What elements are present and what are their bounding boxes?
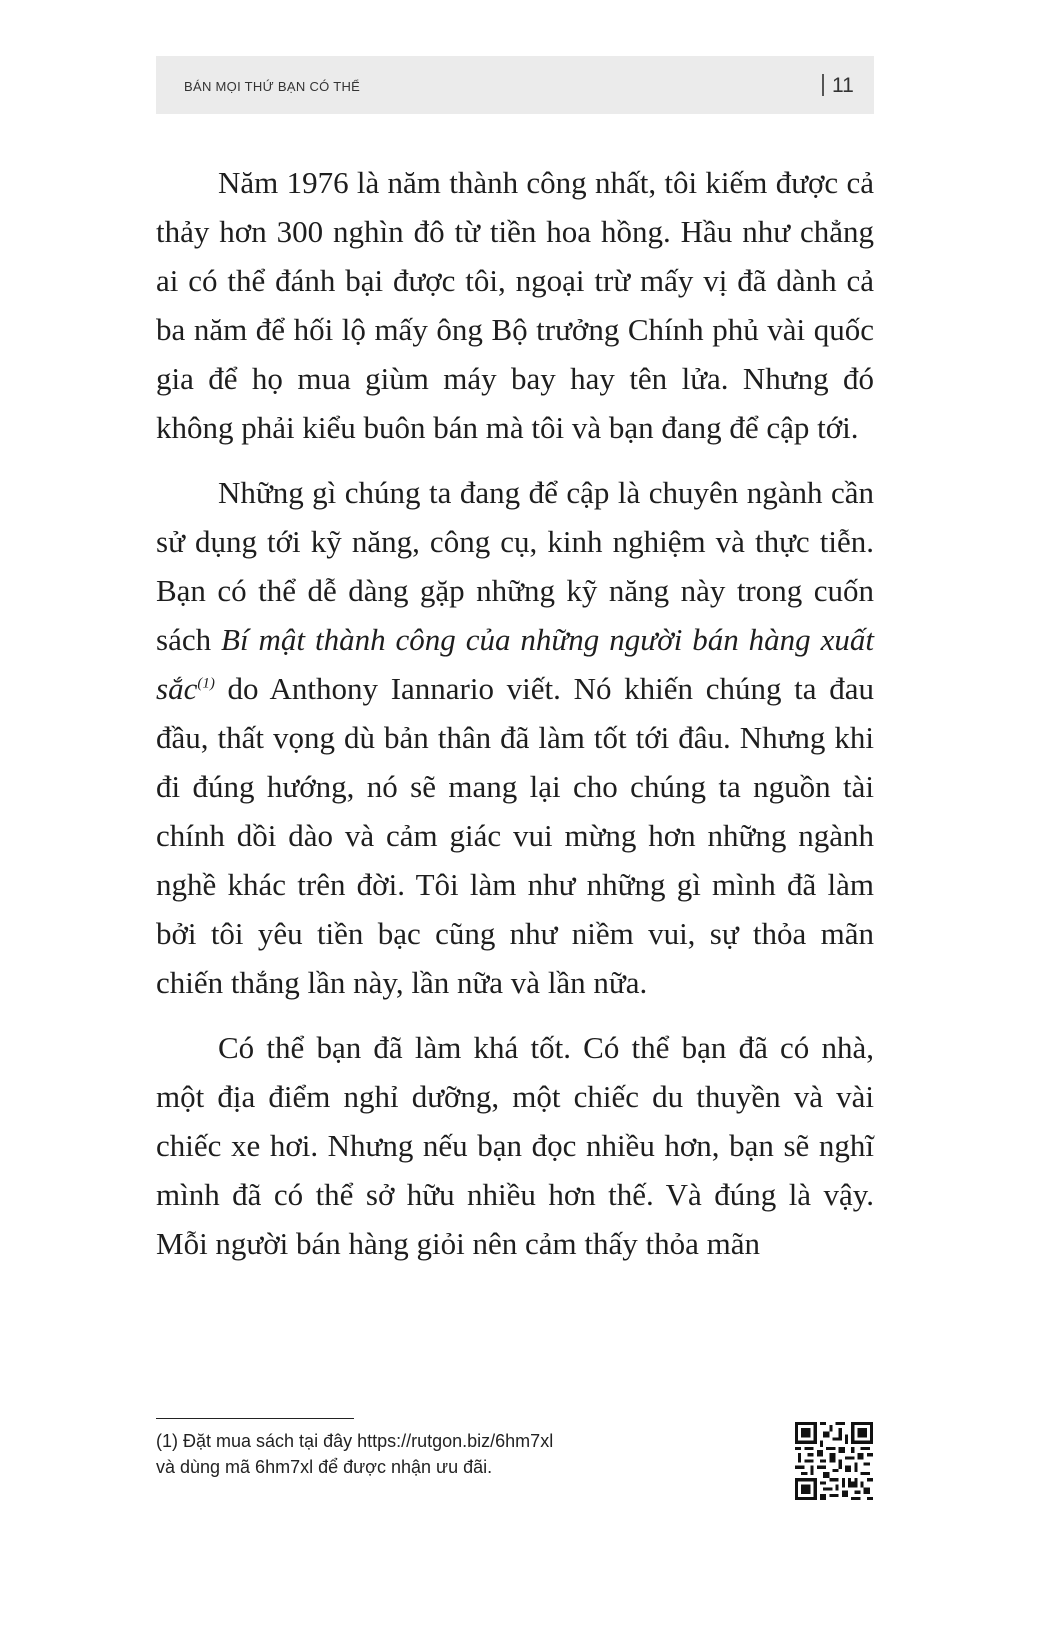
body-text: [156, 158, 874, 1284]
footnote-line-1: (1) Đặt mua sách tại đây https://rutgon.biz/6hm7xl: [156, 1431, 554, 1451]
page-number: 11: [832, 74, 854, 97]
paragraph-2-text-before: Những gì chúng ta đang để cập là chuyên ngành cần sử dụng tới kỹ năng, công cụ, kinh nghiệm và thực tiễn. Bạn có thể dễ dàng gặp những kỹ năng này trong cuốn sách: [156, 475, 874, 657]
footnote: [156, 1428, 676, 1480]
footnote-divider: [156, 1418, 354, 1419]
paragraph-2-text-after: do Anthony Iannario viết. Nó khiến chúng ta đau đầu, thất vọng dù bản thân đã làm tốt tới đâu. Nhưng khi đi đúng hướng, nó sẽ mang lại cho chúng ta nguồn tài chính dồi dào và cảm giác vui mừng hơn những ngành nghề khác trên đời. Tôi làm như những gì mình đã làm bởi tôi yêu tiền bạc cũng như niềm vui, sự thỏa mãn chiến thắng lần này, lần nữa và lần nữa.: [156, 671, 874, 1000]
book-title: Bí mật thành công của những người bán hàng xuất sắc: [156, 622, 874, 706]
paragraph-3: Có thể bạn đã làm khá tốt. Có thể bạn đã có nhà, một địa điểm nghỉ dưỡng, một chiếc du thuyền và vài chiếc xe hơi. Nhưng nếu bạn đọc nhiều hơn, bạn sẽ nghĩ mình đã có thể sở hữu nhiều hơn thế. Và đúng là vậy. Mỗi người bán hàng giỏi nên cảm thấy thỏa mãn: [156, 1030, 874, 1261]
running-header-title: BÁN MỌI THỨ BẠN CÓ THỂ: [184, 79, 361, 94]
footnote-line-2: và dùng mã 6hm7xl để được nhận ưu đãi.: [156, 1457, 493, 1477]
paragraph-2: [156, 468, 874, 1007]
header-divider: [822, 74, 824, 96]
paragraph-1: Năm 1976 là năm thành công nhất, tôi kiếm được cả thảy hơn 300 nghìn đô từ tiền hoa hồng. Hầu như chẳng ai có thể đánh bại được tôi, ngoại trừ mấy vị đã dành cả ba năm để hối lộ mấy ông Bộ trưởng Chính phủ vài quốc gia để họ mua giùm máy bay hay tên lửa. Nhưng đó không phải kiểu buôn bán mà tôi và bạn đang để cập tới.: [156, 165, 874, 445]
running-header: [156, 56, 874, 114]
qr-code-icon[interactable]: [795, 1422, 873, 1500]
footnote-reference[interactable]: (1): [197, 675, 215, 692]
